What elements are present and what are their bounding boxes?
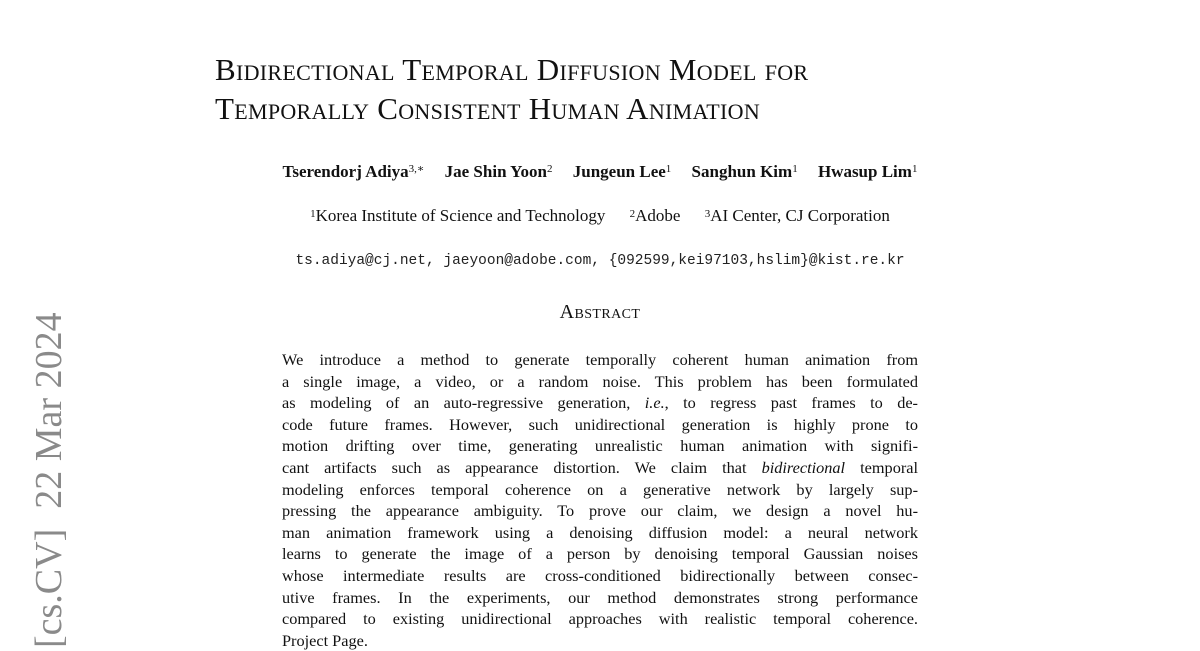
- abstract-line: modeling enforces temporal coherence on a generative network by largely sup-: [282, 479, 918, 499]
- abstract-italic-bidirectional: bidirectional: [761, 457, 846, 477]
- affiliation: $^2$Adobe: [629, 206, 681, 225]
- abstract-line: cant artifacts such as appearance distortion. We claim that bidirectional temporal: [282, 457, 919, 477]
- abstract-line: a single image, a video, or a random noise. This problem has been formulated: [282, 371, 918, 391]
- paper-title-line-2: Temporally Consistent Human Animation: [215, 91, 761, 126]
- project-page-link[interactable]: Project Page.: [282, 630, 368, 650]
- abstract-line: code future frames. However, such unidirectional generation is highly prone to: [282, 414, 918, 434]
- abstract-body: [282, 349, 918, 651]
- abstract-line: utive frames. In the experiments, our method demonstrates strong performance: [282, 587, 918, 607]
- affiliation: $^3$AI Center, CJ Corporation: [704, 206, 890, 225]
- affiliation: $^1$Korea Institute of Science and Technology: [310, 206, 606, 225]
- affiliation-list: [0, 203, 1200, 229]
- abstract-line: We introduce a method to generate temporally coherent human animation from: [282, 350, 918, 369]
- author-emails: ts.adiya@cj.net, jaeyoon@adobe.com, {092599,kei97103,hslim}@kist.re.kr: [295, 253, 905, 269]
- arxiv-date: 22 Mar 2024: [28, 312, 70, 509]
- author: Hwasup Lim$^1$: [817, 162, 918, 181]
- abstract-line: whose intermediate results are cross-conditioned bidirectionally between consec-: [282, 565, 918, 585]
- author: Sanghun Kim$^1$: [691, 162, 798, 181]
- paper-title-line-1: Bidirectional Temporal Diffusion Model for: [215, 52, 809, 87]
- abstract-line: learns to generate the image of a person by denoising temporal Gaussian noises: [282, 544, 918, 564]
- abstract-line: pressing the appearance ambiguity. To prove our claim, we design a novel hu-: [282, 501, 918, 521]
- abstract-line: man animation framework using a denoising diffusion model: a neural network: [282, 522, 918, 542]
- arxiv-side-stamp: [26, 300, 72, 648]
- author: Jae Shin Yoon$^2$: [444, 162, 553, 181]
- paper-title: [215, 50, 1115, 128]
- abstract-italic-ie: i.e.: [644, 393, 665, 413]
- author: Tserendorj Adiya$^{3,∗}$: [282, 162, 425, 181]
- abstract-line: compared to existing unidirectional approaches with realistic temporal coherence.: [282, 609, 918, 629]
- abstract-line: motion drifting over time, generating unrealistic human animation with signifi-: [282, 436, 918, 456]
- abstract-heading: Abstract: [559, 301, 641, 323]
- abstract-line: as modeling of an auto-regressive generation, i.e., to regress past frames to de-: [282, 393, 918, 413]
- author: Jungeun Lee$^1$: [572, 162, 672, 181]
- author-list: [0, 158, 1200, 186]
- arxiv-category: [cs.CV]: [28, 528, 70, 648]
